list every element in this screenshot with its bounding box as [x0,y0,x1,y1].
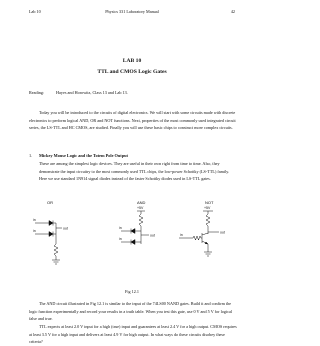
lab-subtitle: TTL and CMOS Logic Gates [97,69,167,75]
diode-icon [49,232,53,237]
not-circuit [179,200,225,256]
and-in-label: in [119,226,122,230]
and-out-label: out [150,233,155,238]
logic-circuits-figure [29,198,235,284]
not-supply-label: +5V [204,206,211,210]
lab-title: LAB 10 [122,58,142,64]
reading-text: Hayes and Horowitz, Class 13 and Lab 13. [56,90,128,95]
header-manual-title: Physics 331 Laboratory Manual [105,9,159,14]
diode-icon [131,240,135,245]
and-supply-label: +5V [137,206,144,210]
not-label: NOT [205,200,214,205]
section-number: 1. [29,153,33,158]
header-page-number: 42 [230,9,235,14]
circuit-diagram [29,198,235,284]
or-circuit [33,200,68,264]
and-in2-label: in [119,237,122,241]
intro-paragraph: Today you will be introduced to the circuits of digital electronics. We will start with some circuits made with discrete electronics to perform logical AND, OR and NOT functions. Next, properties of the most commonly used integrated circuit series, the LS-TTL and HC CMOS, are studied. Finally you will use these basic chips to construct more complex circuits. [29,110,236,131]
or-in2-label: in [33,229,36,233]
resistor-icon [139,214,143,228]
ttl-cmos-paragraph: TTL expects at least 2.0 V input for a high (true) input and guarantees at least 2.4 V for a high output. CMOS requires at least 3.5 V for a high input and delivers at least 4.9 V for high output. In what ways do these circuits disobey these criteria? [29,324,237,345]
header-lab-number: Lab 10 [29,9,41,14]
diode-icon [49,221,53,226]
or-in-label: in [33,218,36,222]
reading-line [29,89,237,97]
diode-icon [131,229,135,234]
and-circuit [119,200,155,245]
resistor-icon [193,236,202,240]
or-out-label: out [63,226,68,231]
resistor-icon [206,214,210,229]
not-in-label: in [180,233,183,237]
resistor-icon [54,244,58,260]
figure-caption: Fig 12.1 [125,289,139,294]
not-out-label: out [220,230,225,235]
and-label: AND [137,200,146,205]
reading-label: Reading: [29,90,45,95]
or-label: OR [47,200,53,205]
section-paragraph: These are among the simplest logic devices. They are useful in their own right from time to time. Also, they demonstrate the input circuitry to the most commonly used TTL chips, the low-power Schottky (LS-TTL) family. Here we use standard 1N914 signal diodes instead of the faster Schottky diodes used in LS-TTL gates. [39,161,230,182]
section-heading [29,153,128,158]
and-circuit-paragraph: The AND circuit illustrated in Fig 12.1 is similar to the input of the 74LS00 NAND gates. Build it and confirm the logic function experimentally and record your results in a truth table. When you test this gate, use 0 V and 5 V for logical false and true. [29,301,233,322]
section-title: Mickey Mouse Logic and the Totem Pole Output [39,153,128,158]
